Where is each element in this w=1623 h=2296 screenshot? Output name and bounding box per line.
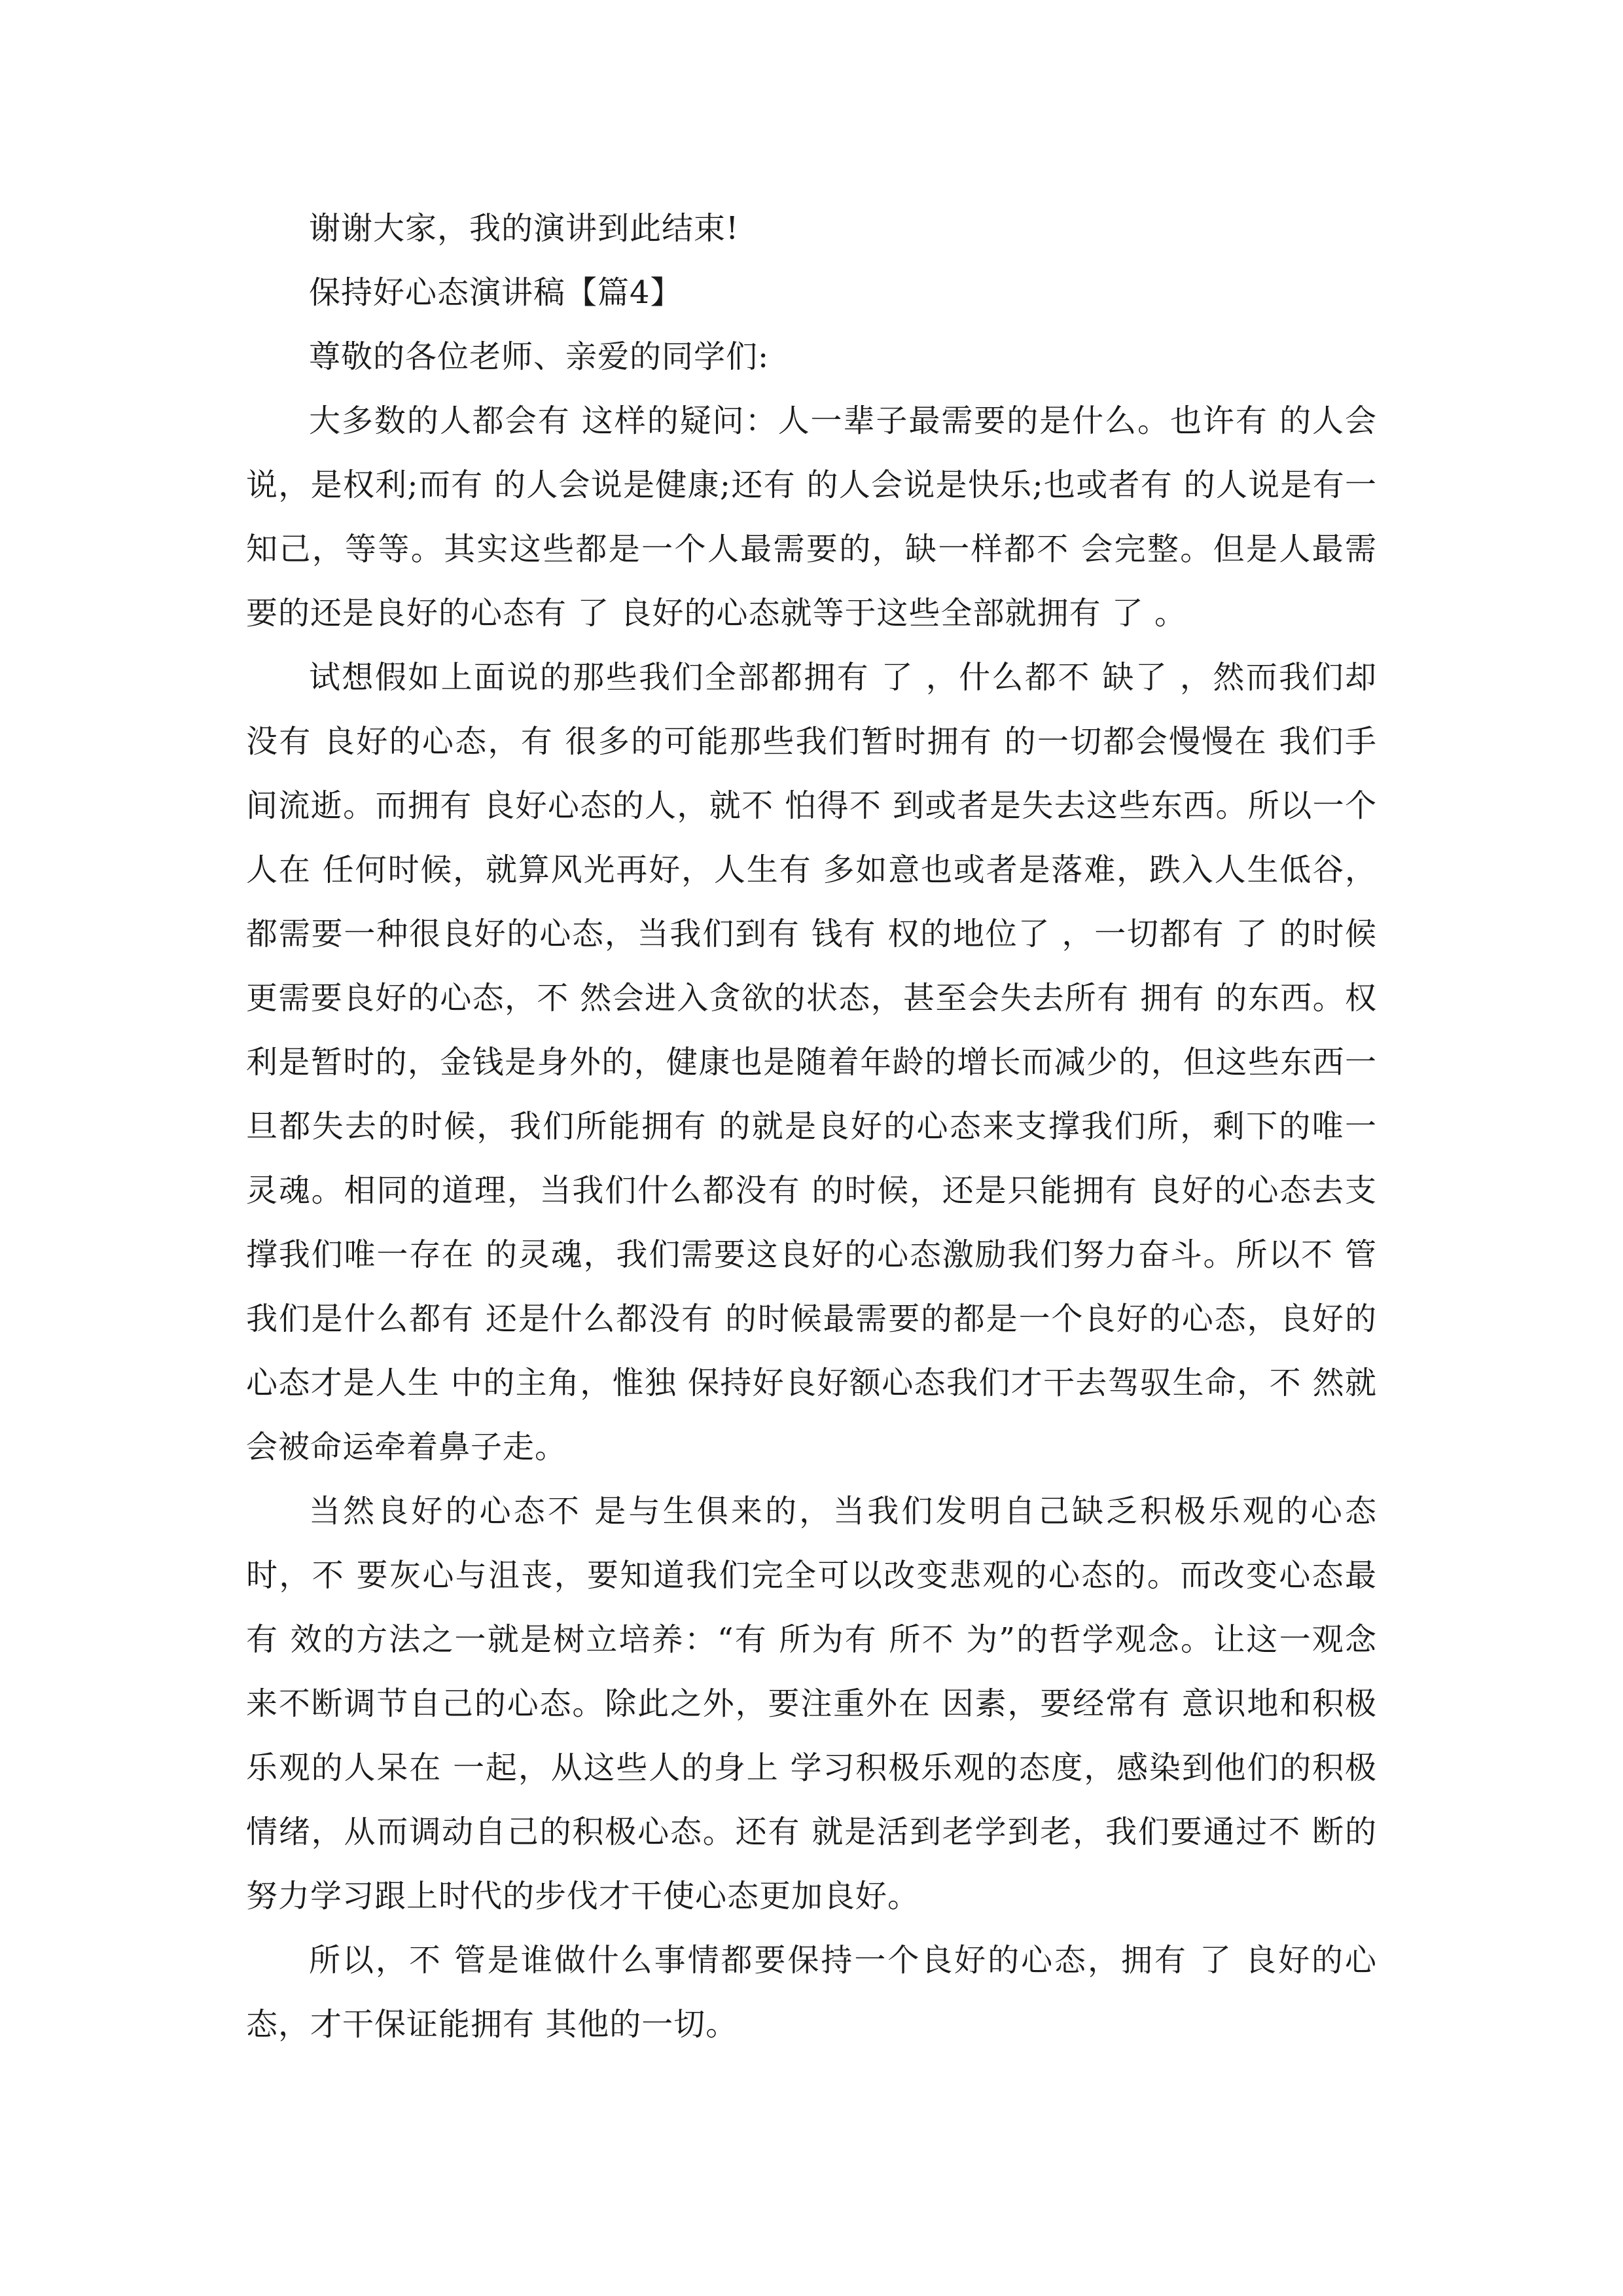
body-paragraph-1: 大多数的人都会有 这样的疑问：人一辈子最需要的是什么。也许有 的人会说，是权利;而有 的人会说是健康;还有 的人会说是快乐;也或者有 的人说是有一知己，等等。其实这些都是一个人最需要的，缺一样都不 会完整。但是人最需要的还是良好的心态有 了 良好的心态就等于这些全部就拥有 了 。 [246, 403, 1377, 632]
document-body [246, 196, 1377, 2056]
salutation: 尊敬的各位老师、亲爱的同学们: [309, 338, 770, 375]
closing-line: 谢谢大家，我的演讲到此结束! [309, 210, 740, 247]
section-title: 保持好心态演讲稿【篇4】 [309, 274, 683, 311]
body-paragraph-3: 当然良好的心态不 是与生俱来的，当我们发明自己缺乏积极乐观的心态时，不 要灰心与沮丧，要知道我们完全可以改变悲观的心态的。而改变心态最有 效的方法之一就是树立培养：“有 所为有 所不 为”的哲学观念。让这一观念来不断调节自己的心态。除此之外，要注重外在 因素，要经常有 意识地和积极乐观的人呆在 一起，从这些人的身上 学习积极乐观的态度，感染到他们的积极情绪，从而调动自己的积极心态。还有 就是活到老学到老，我们要通过不 断的努力学习跟上时代的步伐才干使心态更加良好。 [246, 1493, 1377, 1914]
body-paragraph-4: 所以，不 管是谁做什么事情都要保持一个良好的心态，拥有 了 良好的心态，才干保证能拥有 其他的一切。 [246, 1942, 1377, 2043]
body-paragraph-2: 试想假如上面说的那些我们全部都拥有 了 ，什么都不 缺了 ，然而我们却没有 良好的心态，有 很多的可能那些我们暂时拥有 的一切都会慢慢在 我们手间流逝。而拥有 良好心态的人，就不 怕得不 到或者是失去这些东西。所以一个人在 任何时候，就算风光再好，人生有 多如意也或者是落难，跌入人生低谷，都需要一种很良好的心态，当我们到有 钱有 权的地位了 ，一切都有 了 的时候更需要良好的心态，不 然会进入贪欲的状态，甚至会失去所有 拥有 的东西。权利是暂时的，金钱是身外的，健康也是随着年龄的增长而减少的，但这些东西一旦都失去的时候，我们所能拥有 的就是良好的心态来支撑我们所，剩下的唯一灵魂。相同的道理，当我们什么都没有 的时候，还是只能拥有 良好的心态去支撑我们唯一存在 的灵魂，我们需要这良好的心态激励我们努力奋斗。所以不 管我们是什么都有 还是什么都没有 的时候最需要的都是一个良好的心态，良好的心态才是人生 中的主角，惟独 保持好良好额心态我们才干去驾驭生命，不 然就会被命运牵着鼻子走。 [246, 659, 1377, 1465]
